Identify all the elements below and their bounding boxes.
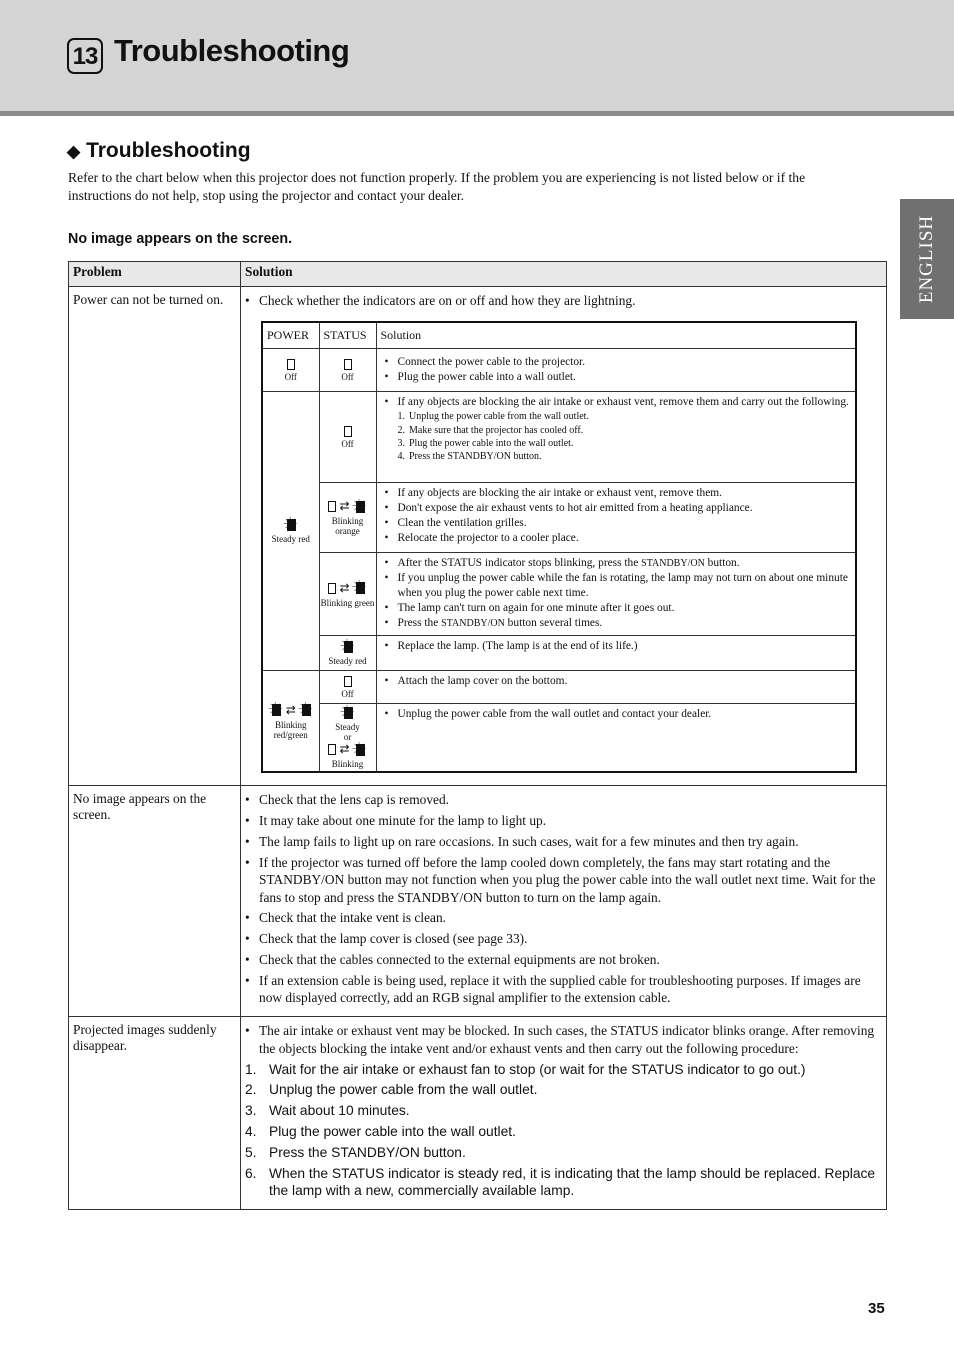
list-item: • If you unplug the power cable while the fan is rotating, the lamp may not turn on about one minute when you plug the power cable next time. — [385, 571, 852, 601]
status-indicator — [319, 483, 376, 553]
indicator-label: or — [343, 732, 352, 743]
indicator-label: Steady red — [271, 534, 310, 545]
language-tab-label: ENGLISH — [916, 214, 937, 304]
step-text: When the STATUS indicator is steady red, it is indicating that the lamp should be replaced. Replace the lamp with a new, commercially available lamp. — [269, 1165, 876, 1199]
list-item: • If the projector was turned off before the lamp cooled down completely, the fans may start rotating and the STANDBY/ON button may not function when you plug the power cable into the wall outlet next time. Wait for the fans to stop and press the STANDBY/ON button to turn on the lamp again. — [245, 854, 882, 906]
language-tab — [900, 199, 954, 319]
solution-cell — [241, 287, 887, 786]
list-item: • Check that the cables connected to the external equipments are not broken. — [245, 951, 882, 968]
lamp-lit-icon — [341, 706, 355, 720]
step-item — [398, 424, 852, 437]
list-item — [385, 556, 852, 571]
step-text: Wait about 10 minutes. — [269, 1103, 410, 1119]
indicator-label: Steady — [335, 722, 360, 733]
step-item — [245, 1061, 882, 1078]
indicator-label: Blinking red/green — [273, 719, 308, 740]
button-name: STANDBY/ON — [641, 558, 705, 570]
step-number: 1. — [397, 411, 405, 423]
status-indicator — [319, 636, 376, 671]
lamp-lit-icon — [353, 581, 367, 595]
lamp-off-icon — [344, 426, 352, 437]
step-item — [245, 1102, 882, 1119]
indicator-label: Blinking green — [320, 597, 375, 608]
step-number: 5. — [245, 1145, 257, 1161]
alternating-arrow-icon: ⇄ — [339, 499, 350, 514]
text-run: After the STATUS indicator stops blinking, press the — [397, 557, 642, 570]
step-text: Make sure that the projector has cooled off. — [409, 424, 584, 436]
lamp-off-icon — [328, 501, 336, 512]
list-item: • If any objects are blocking the air intake or exhaust vent, remove them and carry out the following. — [385, 395, 852, 410]
step-number: 1. — [245, 1061, 257, 1077]
status-indicator — [319, 671, 376, 704]
step-number: 2. — [245, 1082, 257, 1098]
diamond-icon: ◆ — [67, 142, 81, 161]
indicator-row — [262, 392, 856, 483]
step-text: Unplug the power cable from the wall outlet. — [269, 1082, 538, 1098]
indicator-row — [262, 483, 856, 553]
step-text: Plug the power cable into the wall outlet. — [269, 1124, 516, 1140]
indicator-row — [262, 349, 856, 392]
indicator-row — [262, 671, 856, 704]
intro-paragraph: Refer to the chart below when this projector does not function properly. If the problem you are experiencing is not listed below or if the instructions do not help, stop using the projector and contact your dealer. — [68, 170, 806, 203]
indicator-solution-header: Solution — [376, 322, 856, 349]
status-indicator — [319, 349, 376, 392]
list-item: • Don't expose the air exhaust vents to hot air emitted from a heating appliance. — [385, 501, 852, 516]
troubleshooting-table — [68, 261, 887, 1210]
text-run: button. — [704, 557, 740, 570]
list-item: • If any objects are blocking the air intake or exhaust vent, remove them. — [385, 486, 852, 501]
lamp-lit-icon — [299, 703, 313, 717]
list-item: • Attach the lamp cover on the bottom. — [385, 674, 852, 689]
status-header: STATUS — [319, 322, 376, 349]
lamp-lit-icon — [284, 518, 298, 532]
section-title-text: Troubleshooting — [86, 139, 251, 162]
lamp-lit-icon — [353, 500, 367, 514]
indicator-table — [261, 321, 857, 773]
table-row — [69, 287, 887, 786]
list-item: • The lamp fails to light up on rare occasions. In such cases, wait for a few minutes and then try again. — [245, 833, 882, 850]
indicator-label: Off — [284, 372, 297, 383]
step-text: Plug the power cable into the wall outlet. — [409, 437, 574, 449]
indicator-solution — [376, 392, 856, 483]
solution-cell — [241, 1017, 887, 1210]
table-row — [69, 1017, 887, 1210]
indicator-label: Blinking orange — [331, 516, 364, 537]
indicator-label: Blinking — [331, 759, 364, 770]
lamp-off-icon — [287, 359, 295, 370]
indicator-solution — [376, 483, 856, 553]
button-name: STANDBY/ON — [441, 618, 505, 630]
problem-cell: Projected images suddenly disappear. — [69, 1017, 241, 1210]
list-item — [385, 616, 852, 631]
problem-cell: No image appears on the screen. — [69, 786, 241, 1017]
list-item: • Replace the lamp. (The lamp is at the end of its life.) — [385, 639, 852, 654]
list-item: • Relocate the projector to a cooler place. — [385, 531, 852, 546]
lamp-lit-icon — [353, 743, 367, 757]
indicator-header-row — [262, 322, 856, 349]
step-number: 3. — [245, 1103, 257, 1119]
step-item — [245, 1165, 882, 1200]
list-item: • If an extension cable is being used, replace it with the supplied cable for troubleshooting purposes. If images are now displayed correctly, add an RGB signal amplifier to the extension cable. — [245, 972, 882, 1007]
header-divider — [0, 111, 954, 116]
power-indicator — [262, 671, 319, 773]
subheading: No image appears on the screen. — [68, 231, 293, 247]
step-text: Wait for the air intake or exhaust fan to stop (or wait for the STATUS indicator to go out.) — [269, 1061, 806, 1077]
indicator-row — [262, 553, 856, 636]
step-number: 4. — [397, 451, 405, 463]
list-item: • Connect the power cable to the projector. — [385, 355, 852, 370]
indicator-label: Steady red — [328, 656, 367, 667]
step-text: Press the STANDBY/ON button. — [409, 451, 542, 463]
indicator-row — [262, 704, 856, 773]
column-header-solution: Solution — [241, 262, 887, 287]
text-run: button several times. — [504, 617, 603, 630]
text-run: Press the — [397, 617, 442, 630]
lamp-off-icon — [344, 359, 352, 370]
indicator-solution — [376, 704, 856, 773]
column-header-problem: Problem — [69, 262, 241, 287]
list-item: • Unplug the power cable from the wall outlet and contact your dealer. — [385, 707, 852, 722]
step-text: Unplug the power cable from the wall outlet. — [409, 411, 589, 423]
lamp-lit-icon — [341, 640, 355, 654]
indicator-solution — [376, 636, 856, 671]
step-number: 2. — [397, 424, 405, 436]
list-item: • The air intake or exhaust vent may be blocked. In such cases, the STATUS indicator blinks orange. After removing the objects blocking the intake vent and/or exhaust vents and then carry out the following procedure: — [245, 1022, 882, 1057]
step-number: 3. — [397, 437, 405, 449]
lamp-off-icon — [328, 583, 336, 594]
problem-cell: Power can not be turned on. — [69, 287, 241, 786]
step-text: Press the STANDBY/ON button. — [269, 1145, 466, 1161]
list-item: • Check whether the indicators are on or off and how they are lightning. — [245, 292, 882, 309]
chapter-number-badge: 13 — [67, 38, 103, 74]
indicator-row — [262, 636, 856, 671]
step-item — [398, 450, 852, 463]
list-item: • Check that the intake vent is clean. — [245, 909, 882, 926]
status-indicator — [319, 392, 376, 483]
step-item — [245, 1123, 882, 1140]
step-number: 4. — [245, 1124, 257, 1140]
power-indicator — [262, 392, 319, 671]
indicator-label: Off — [341, 439, 354, 450]
chapter-title: Troubleshooting — [114, 33, 350, 68]
list-item: • The lamp can't turn on again for one minute after it goes out. — [385, 601, 852, 616]
step-item — [398, 410, 852, 423]
status-indicator — [319, 704, 376, 773]
lamp-off-icon — [328, 744, 336, 755]
alternating-arrow-icon: ⇄ — [285, 702, 296, 717]
step-item — [398, 437, 852, 450]
table-header-row — [69, 262, 887, 287]
indicator-label: Off — [341, 372, 354, 383]
list-item: • Check that the lens cap is removed. — [245, 791, 882, 808]
step-number: 6. — [245, 1165, 257, 1181]
indicator-solution — [376, 349, 856, 392]
status-indicator — [319, 553, 376, 636]
indicator-solution — [376, 553, 856, 636]
power-indicator — [262, 349, 319, 392]
list-item: • Clean the ventilation grilles. — [385, 516, 852, 531]
list-item: • It may take about one minute for the lamp to light up. — [245, 812, 882, 829]
step-item — [245, 1081, 882, 1098]
list-item: • Plug the power cable into a wall outlet. — [385, 370, 852, 385]
alternating-arrow-icon: ⇄ — [339, 742, 350, 757]
section-title — [67, 139, 251, 163]
power-header: POWER — [262, 322, 319, 349]
lamp-lit-icon — [269, 703, 283, 717]
list-item: • Check that the lamp cover is closed (see page 33). — [245, 930, 882, 947]
indicator-solution — [376, 671, 856, 704]
step-item — [245, 1144, 882, 1161]
solution-cell — [241, 786, 887, 1017]
alternating-arrow-icon: ⇄ — [339, 580, 350, 595]
table-row — [69, 786, 887, 1017]
lamp-off-icon — [344, 676, 352, 687]
indicator-label: Off — [341, 689, 354, 700]
page-number: 35 — [868, 1300, 885, 1317]
